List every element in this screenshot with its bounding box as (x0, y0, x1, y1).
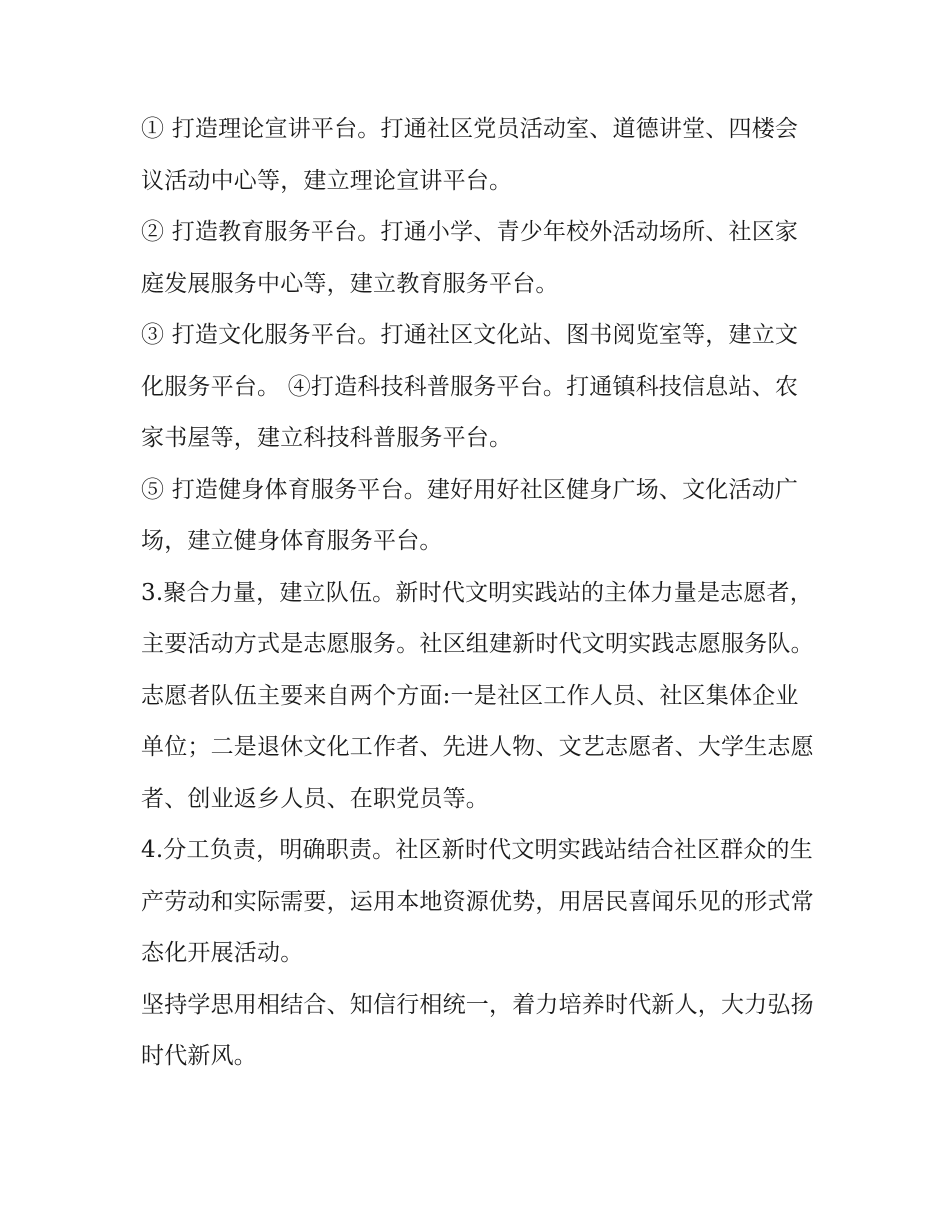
paragraph-culture-science-platform: ③ 打造文化服务平台。打通社区文化站、图书阅览室等，建立文化服务平台。 ④打造科技科普服务平台。打通镇科技信息站、农家书屋等，建立科技科普服务平台。 (141, 322, 799, 451)
paragraph-build-team: 3.聚合力量，建立队伍。新时代文明实践站的主体力量是志愿者，主要活动方式是志愿服务。社区组建新时代文明实践志愿服务队。 (141, 579, 814, 657)
paragraph-education-platform: ② 打造教育服务平台。打通小学、青少年校外活动场所、社区家庭发展服务中心等，建立教育服务平台。 (141, 219, 799, 297)
paragraph-division-of-duties: 4.分工负责，明确职责。社区新时代文明实践站结合社区群众的生产劳动和实际需要，运用本地资源优势，用居民喜闻乐见的形式常态化开展活动。 (141, 837, 814, 966)
paragraph-volunteer-sources: 志愿者队伍主要来自两个方面:一是社区工作人员、社区集体企业单位；二是退休文化工作者、先进人物、文艺志愿者、大学生志愿者、创业返乡人员、在职党员等。 (141, 682, 814, 812)
document-body (141, 104, 821, 1083)
paragraph-theory-platform: ① 打造理论宣讲平台。打通社区党员活动室、道德讲堂、四楼会议活动中心等，建立理论宣讲平台。 (141, 116, 799, 194)
paragraph-fitness-platform: ⑤ 打造健身体育服务平台。建好用好社区健身广场、文化活动广场，建立健身体育服务平台。 (141, 476, 799, 554)
paragraph-closing: 坚持学思用相结合、知信行相统一，着力培养时代新人，大力弘扬时代新风。 (141, 991, 814, 1069)
